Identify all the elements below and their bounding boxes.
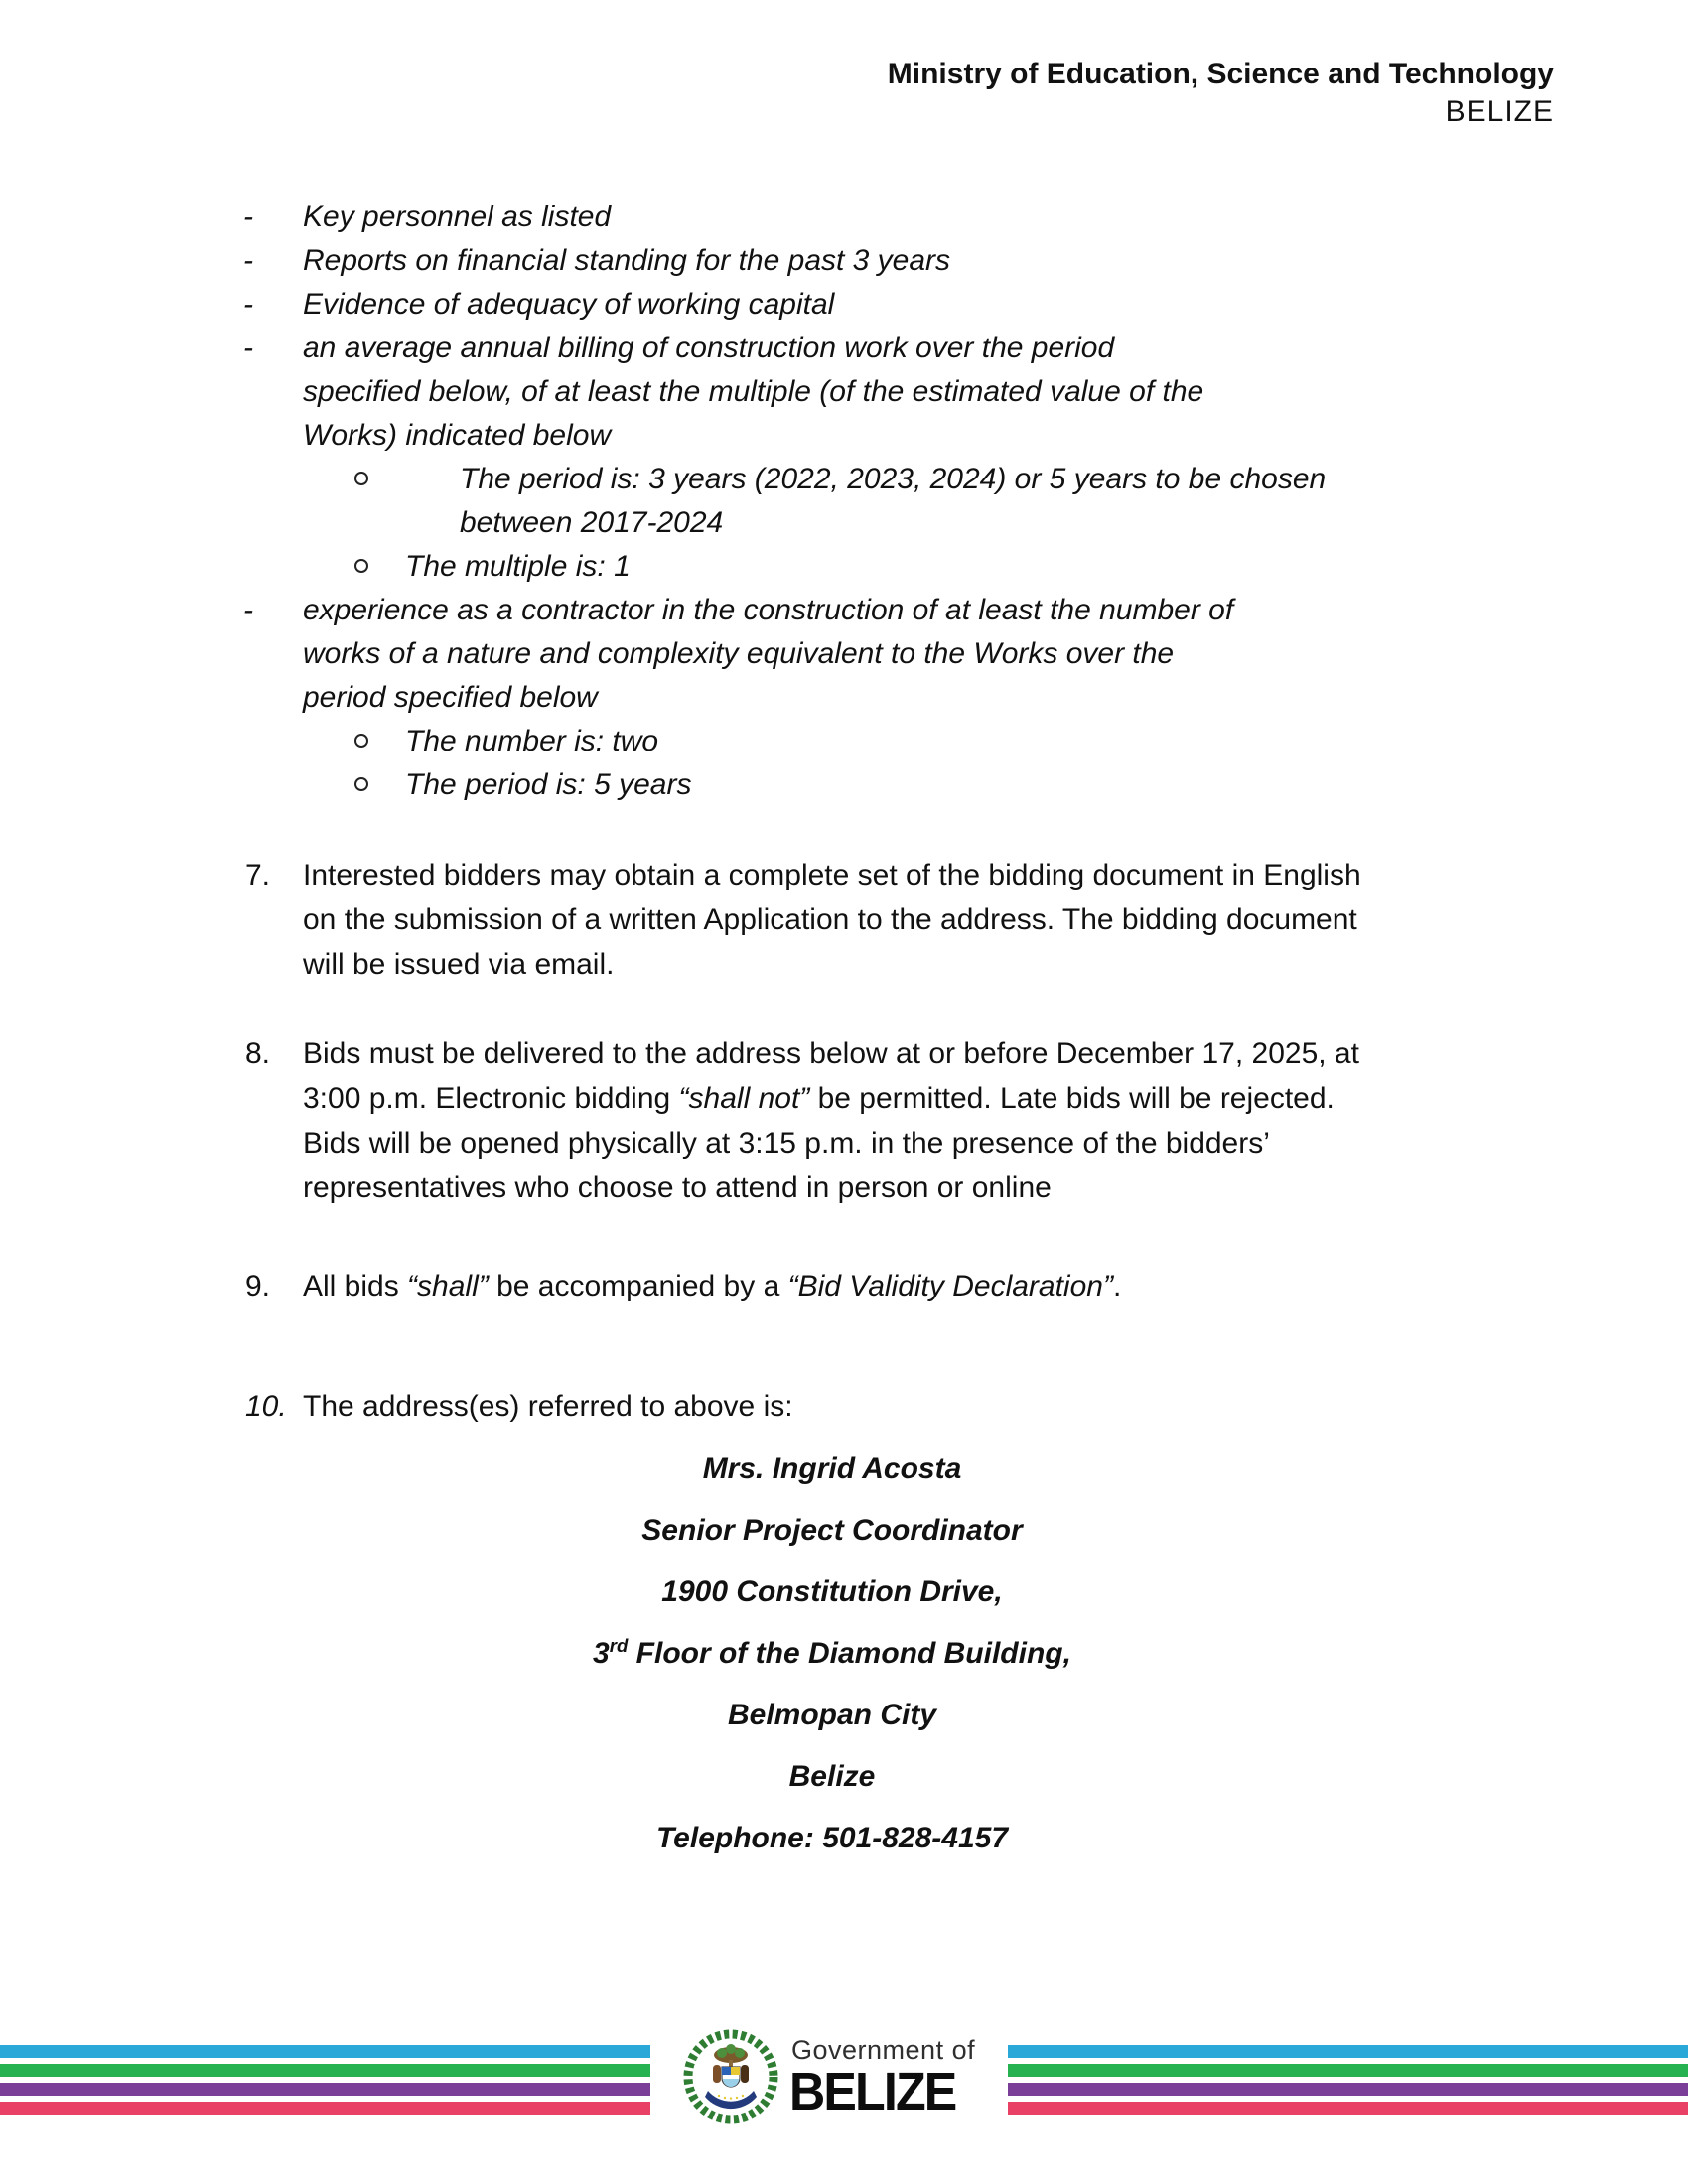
list-item-text: an average annual billing of construction work over the period specified below, of at least the multiple (of the estimated value of the Works) indicated below — [303, 332, 1204, 452]
dash-bullet: - — [243, 594, 253, 626]
item-number: 10. — [245, 1390, 287, 1423]
logo-text-government-of: Government of — [791, 2035, 976, 2065]
belize-coat-of-arms-icon — [681, 2027, 780, 2126]
item-text: The address(es) referred to above is: — [303, 1390, 793, 1423]
dash-bullet: - — [243, 332, 253, 364]
list-item — [243, 589, 1475, 720]
item-text: Interested bidders may obtain a complete set of the bidding document in English on the submission of a written Application to the address. The bidding document will be issued via email. — [303, 859, 1361, 981]
list-item-text: The period is: 3 years (2022, 2023, 2024) or 5 years to be chosen between 2017-2024 — [460, 463, 1327, 539]
dash-bullet: - — [243, 201, 253, 233]
numbered-item-7 — [243, 853, 1494, 987]
numbered-item-9 — [243, 1264, 1494, 1308]
list-item-text: The multiple is: 1 — [405, 550, 631, 583]
letterhead — [888, 56, 1554, 131]
list-item — [243, 327, 1475, 458]
country-name: BELIZE — [1445, 95, 1554, 128]
list-item-text: The period is: 5 years — [405, 768, 692, 801]
numbered-item-10 — [243, 1384, 1494, 1429]
circle-bullet-icon — [354, 559, 368, 573]
list-subitem — [243, 720, 1475, 763]
list-subitem — [243, 763, 1475, 807]
requirements-list — [243, 196, 1475, 807]
numbered-item-8 — [243, 1031, 1494, 1210]
ministry-name: Ministry of Education, Science and Technology — [887, 58, 1554, 90]
item-number: 7. — [245, 859, 271, 891]
list-item-text: experience as a contractor in the construction of at least the number of works of a nature and complexity equivalent to the Works over the period specified below — [303, 594, 1234, 714]
address-block: Mrs. Ingrid Acosta Senior Project Coordinator 1900 Constitution Drive, 3rd Floor of the Diamond Building, Belmopan City Belize Telephone: 501-828-4157 — [593, 1452, 1071, 1854]
list-item — [243, 196, 1475, 239]
item-text: Bids must be delivered to the address below at or before December 17, 2025, at 3:00 p.m. Electronic bidding “shall not” be permitted. Late bids will be rejected. Bids will be opened physically at 3:15 p.m. in the presence of the bidders’ representatives who choose to attend in person or online — [303, 1037, 1359, 1204]
list-item-text: Evidence of adequacy of working capital — [303, 288, 835, 321]
list-subitem — [243, 458, 1475, 545]
circle-bullet-icon — [354, 777, 368, 791]
circle-bullet-icon — [354, 472, 368, 485]
list-subitem — [243, 545, 1475, 589]
list-item — [243, 239, 1475, 283]
dash-bullet: - — [243, 288, 253, 321]
item-text: All bids “shall” be accompanied by a “Bid Validity Declaration”. — [303, 1270, 1122, 1302]
logo-text-belize: BELIZE — [789, 2062, 956, 2121]
dash-bullet: - — [243, 244, 253, 277]
item-number: 9. — [245, 1270, 271, 1302]
item-number: 8. — [245, 1037, 271, 1070]
list-item-text: Key personnel as listed — [303, 201, 612, 233]
circle-bullet-icon — [354, 734, 368, 748]
list-item-text: Reports on financial standing for the past 3 years — [303, 244, 951, 277]
list-item — [243, 283, 1475, 327]
list-item-text: The number is: two — [405, 725, 659, 757]
